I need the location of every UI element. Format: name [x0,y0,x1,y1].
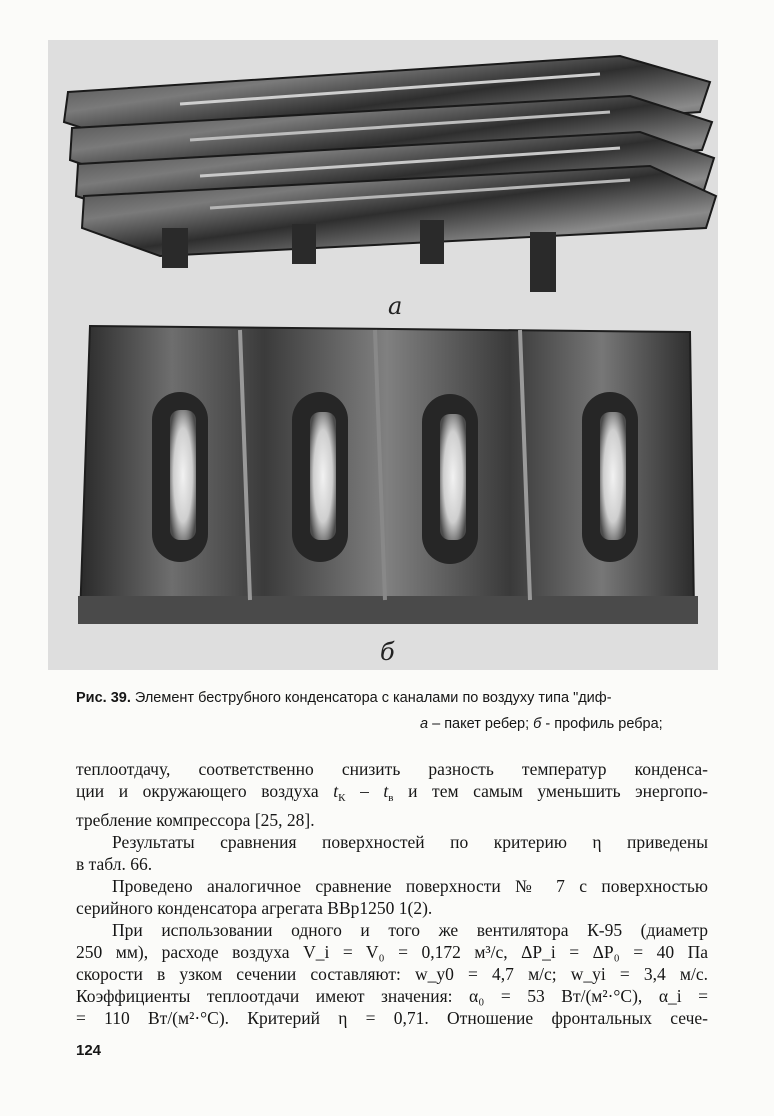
caption-text: Элемент беструбного конденсатора с каналами по воздуху типа "диф- [134,690,612,706]
paragraph-2-line-2: в табл. 66. [76,854,153,874]
paragraph-2-line-1: Результаты сравнения поверхностей по критерию η приведены [112,832,708,852]
paragraph-4-line-3: скорости в узком сечении составляют: w_y0 = 4,7 м/с; w_yi = 3,4 м/с. [76,964,708,984]
t-v-symbol: t [383,781,389,801]
t-v-subscript: в [388,792,394,804]
paragraph-4-line-1: При использовании одного и того же вентилятора К-95 (диаметр [112,920,708,940]
fin-profile-b [78,326,698,624]
caption-a-text: – пакет ребер; [428,716,534,732]
paragraph-4-line-4: Коэффициенты теплоотдачи имеют значения: α₀ = 53 Вт/(м²·°С), α_i = [76,986,708,1006]
paragraph-3-line-1: Проведено аналогичное сравнение поверхности № 7 с поверхностью [112,876,708,896]
paragraph-3-line-2: серийного конденсатора агрегата ВВр1250 1(2). [76,898,433,918]
page-number: 124 [76,1042,102,1059]
t-k-subscript: К [338,792,346,804]
figure-caption-legend [420,716,663,732]
t-k-symbol: t [333,781,339,801]
paragraph-1-line-2 [76,780,708,809]
p1-text-a: ции и окружающего воздуха [76,781,334,801]
paragraph-1-line-3: требление компрессора [25, 28]. [76,810,315,830]
body-text [76,758,708,1029]
caption-prefix: Рис. 39. [76,690,131,706]
figure-label-a: a [388,292,403,320]
caption-b-text: - профиль ребра; [541,716,663,732]
caption-a-marker: a [420,716,429,732]
paragraph-1-line-1: теплоотдачу, соответственно снизить разность температур конденса- [76,759,708,779]
caption-b-marker: б [533,716,542,732]
minus-sign: – [345,781,384,801]
figure-caption [76,690,698,706]
paragraph-4-line-5: = 110 Вт/(м²·°С). Критерий η = 0,71. Отношение фронтальных сече- [76,1008,708,1028]
paragraph-4-line-2: 250 мм), расходе воздуха V_i = V₀ = 0,172 м³/с, ΔP_i = ΔP₀ = 40 Па [76,942,708,962]
figure-label-b: б [380,638,395,666]
p1-text-b: и тем самым уменьшить энергопо- [393,781,709,801]
